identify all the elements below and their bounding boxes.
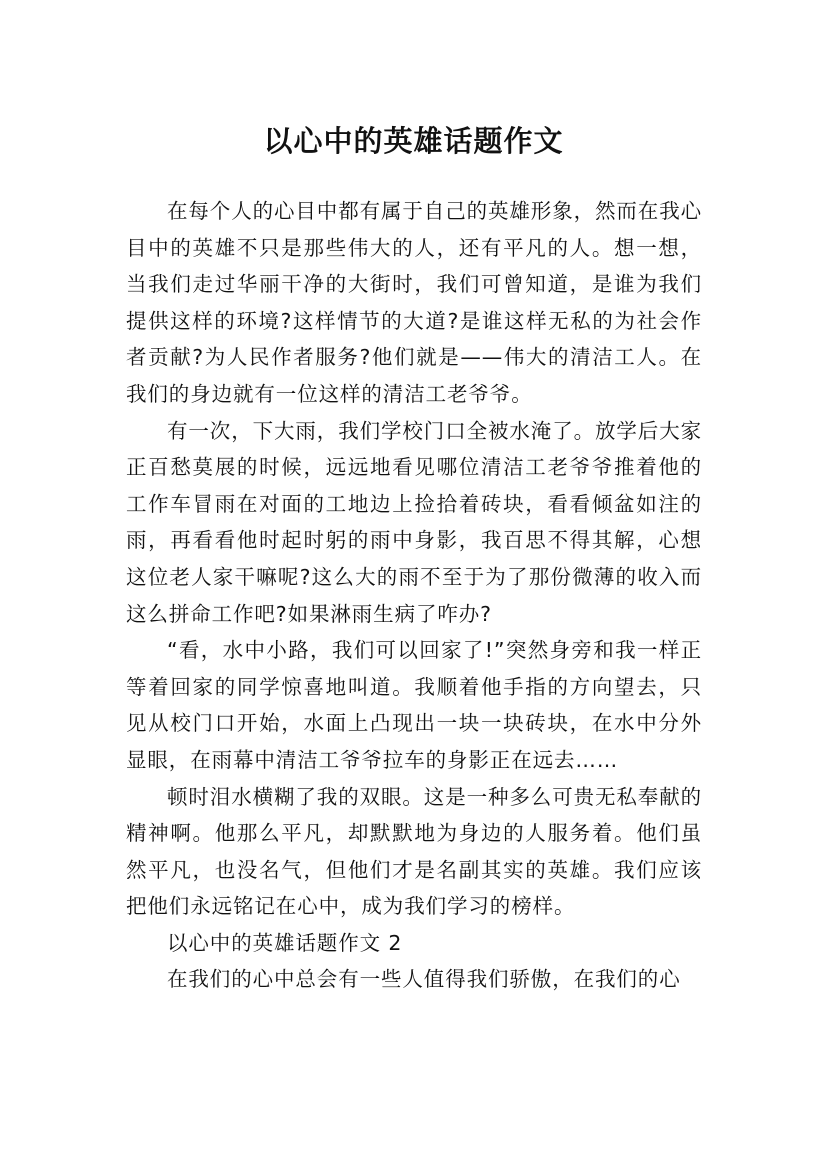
document-body <box>126 193 702 998</box>
paragraph-3: “看，水中小路，我们可以回家了!”突然身旁和我一样正等着回家的同学惊喜地叫道。我顺着他手指的方向望去，只见从校门口开始，水面上凸现出一块一块砖块，在水中分外显眼，在雨幕中清洁工爷爷拉车的身影正在远去…… <box>126 638 702 772</box>
paragraph-4: 顿时泪水横糊了我的双眼。这是一种多么可贵无私奉献的精神啊。他那么平凡，却默默地为身边的人服务着。他们虽然平凡，也没名气，但他们才是名副其实的英雄。我们应该把他们永远铭记在心中，成为我们学习的榜样。 <box>126 784 702 919</box>
paragraph-2: 有一次，下大雨，我们学校门口全被水淹了。放学后大家正百愁莫展的时候，远远地看见哪位清洁工老爷爷推着他的工作车冒雨在对面的工地边上捡拾着砖块，看看倾盆如注的雨，再看看他时起时躬的雨中身影，我百思不得其解，心想这位老人家干嘛呢?这么大的雨不至于为了那份微薄的收入而这么拼命工作吧?如果淋雨生病了咋办? <box>126 418 702 626</box>
section-2-paragraph-1: 在我们的心中总会有一些人值得我们骄傲，在我们的心 <box>167 967 681 992</box>
paragraph-1: 在每个人的心目中都有属于自己的英雄形象，然而在我心目中的英雄不只是那些伟大的人，还有平凡的人。想一想，当我们走过华丽干净的大街时，我们可曾知道，是谁为我们提供这样的环境?这样情节的大道?是谁这样无私的为社会作者贡献?为人民作者服务?他们就是——伟大的清洁工人。在我们的身边就有一位这样的清洁工老爷爷。 <box>126 199 702 406</box>
document-title: 以心中的英雄话题作文 <box>263 124 564 159</box>
section-2-heading: 以心中的英雄话题作文 2 <box>167 930 403 955</box>
